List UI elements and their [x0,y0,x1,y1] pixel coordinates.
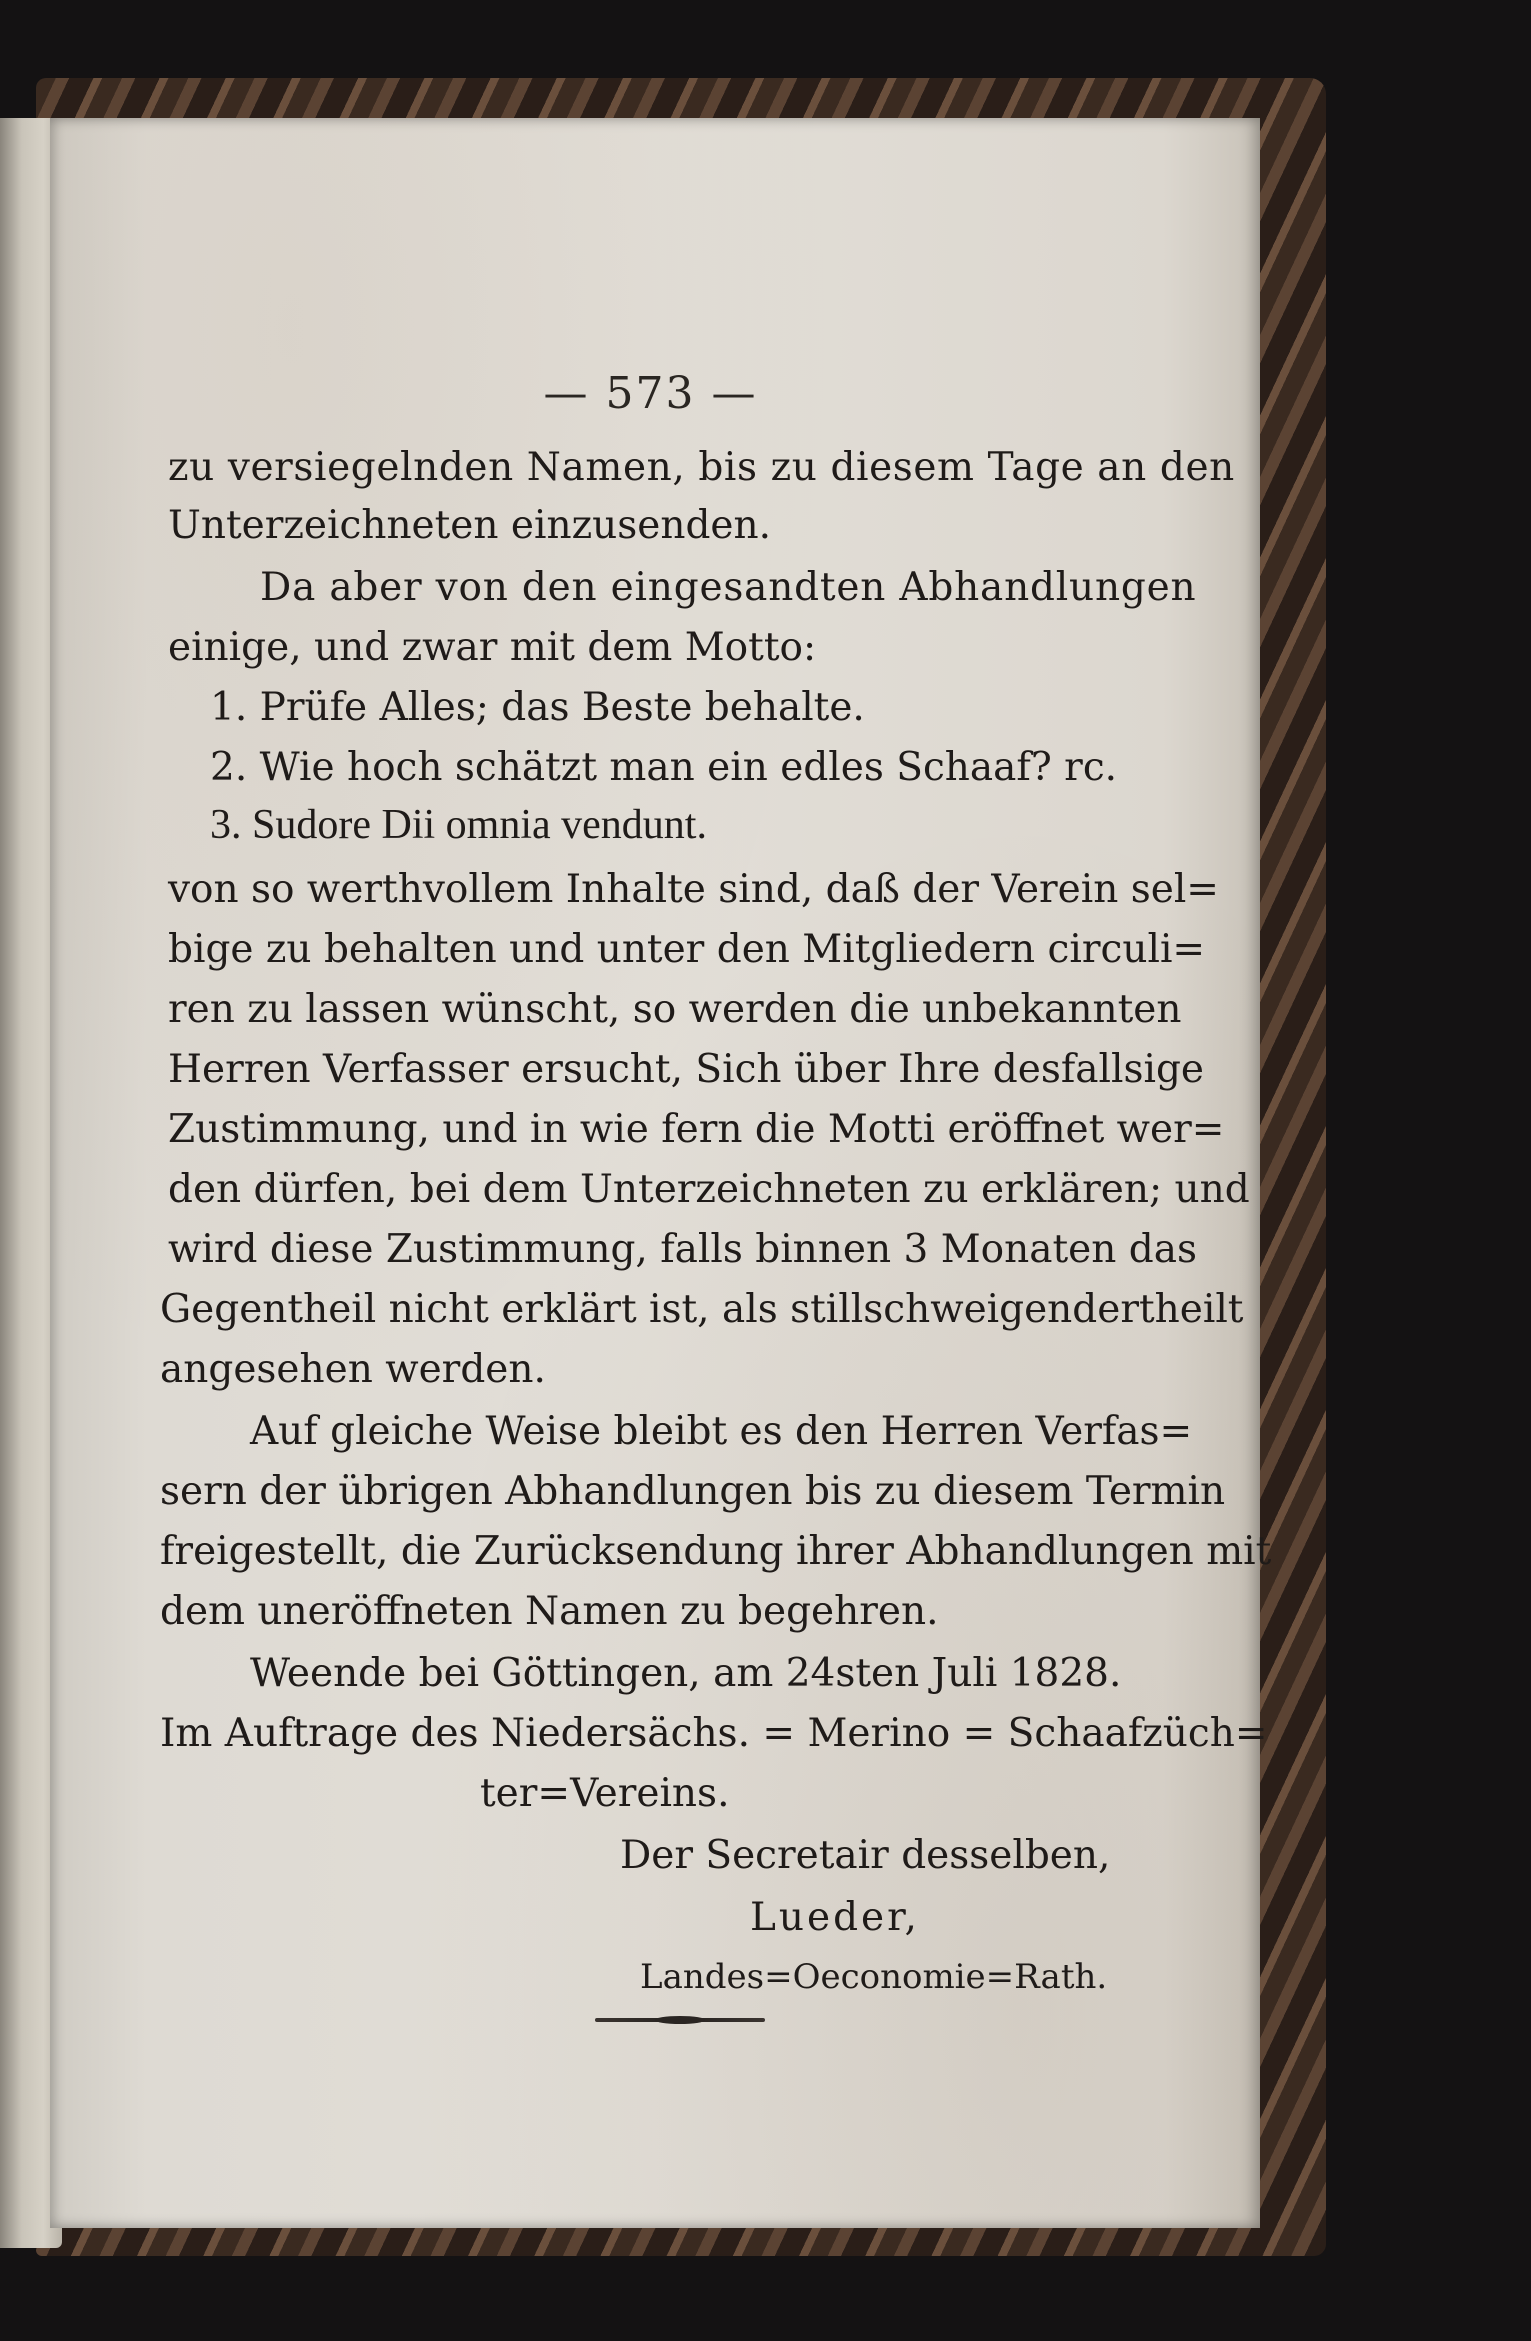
book-page [50,118,1272,2228]
text-line: von so werthvollem Inhalte sind, daß der Verein sel= [168,867,1219,912]
text-line: wird diese Zustimmung, falls binnen 3 Monaten das [168,1227,1198,1272]
text-line: freigestellt, die Zurücksendung ihrer Abhandlungen mit [160,1529,1272,1574]
text-line: angesehen werden. [160,1347,546,1392]
text-line: ter=Vereins. [480,1771,730,1816]
page-number: — 573 — [543,368,758,419]
text-line: Gegentheil nicht erklärt ist, als stillschweigendertheilt [160,1287,1244,1332]
text-line: Da aber von den eingesandten Abhandlungen [260,565,1197,610]
closing-rule [595,2018,765,2022]
motto-1: 1. Prüfe Alles; das Beste behalte. [210,685,865,730]
text-line: einige, und zwar mit dem Motto: [168,625,817,670]
motto-3: 3. Sudore Dii omnia vendunt. [210,802,707,848]
text-line: sern der übrigen Abhandlungen bis zu diesem Termin [160,1469,1226,1514]
text-line: Auf gleiche Weise bleibt es den Herren Verfas= [250,1409,1193,1454]
text-line: Im Auftrage des Niedersächs. = Merino = Schaafzüch= [160,1711,1268,1756]
text-line: dem uneröffneten Namen zu begehren. [160,1589,939,1634]
text-line: ren zu lassen wünscht, so werden die unbekannten [168,987,1182,1032]
motto-2: 2. Wie hoch schätzt man ein edles Schaaf? rc. [210,745,1118,790]
signature-office: Landes=Oeconomie=Rath. [640,1957,1108,1997]
signature-title: Der Secretair desselben, [620,1833,1111,1878]
text-line: den dürfen, bei dem Unterzeichneten zu erklären; und [168,1167,1250,1212]
text-line: Zustimmung, und in wie fern die Motti eröffnet wer= [168,1107,1225,1152]
text-line: Unterzeichneten einzusenden. [168,503,772,548]
text-line: bige zu behalten und unter den Mitgliedern circuli= [168,927,1206,972]
signature-name: Lueder, [750,1895,920,1940]
text-line: zu versiegelnden Namen, bis zu diesem Tage an den [168,445,1235,490]
text-line: Herren Verfasser ersucht, Sich über Ihre desfallsige [168,1047,1205,1092]
dateline: Weende bei Göttingen, am 24sten Juli 1828. [250,1651,1122,1696]
